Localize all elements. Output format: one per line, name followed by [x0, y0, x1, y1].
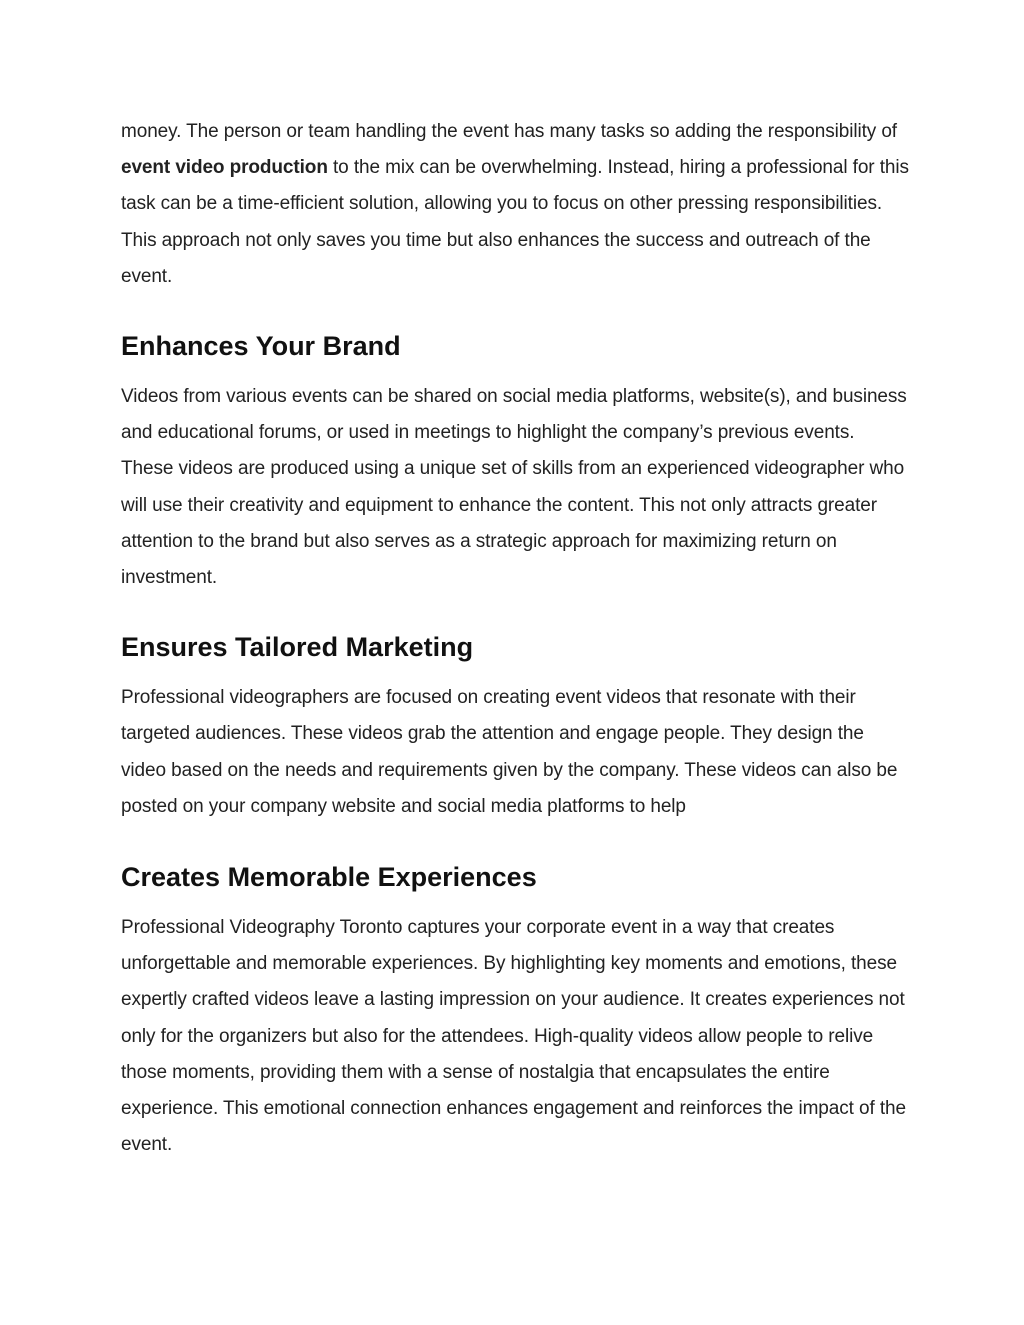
- section-body-memorable-experiences: Professional Videography Toronto captures your corporate event in a way that creates unforgettable and memorable experiences. By highlighting key moments and emotions, these expertly crafted videos leave a lasting impression on your audience. It creates experiences not only for the organizers but also for the attendees. High-quality videos allow people to relive those moments, providing them with a sense of nostalgia that encapsulates the entire experience. This emotional connection enhances engagement and reinforces the impact of the event.: [121, 917, 906, 1156]
- section-heading-tailored-marketing: Ensures Tailored Marketing: [121, 632, 474, 663]
- section-heading-enhances-brand: Enhances Your Brand: [121, 331, 401, 362]
- section-heading-memorable-experiences: Creates Memorable Experiences: [121, 862, 537, 893]
- intro-text-end: to the mix can be overwhelming. Instead, hiring a professional for this task can be a time-efficient solution, allowing you to focus on other pressing responsibilities. This approach not only saves you time but also enhances the success and outreach of the event.: [121, 157, 909, 287]
- intro-bold-phrase: event video production: [121, 157, 328, 179]
- intro-paragraph: [121, 114, 911, 295]
- intro-text-start: money. The person or team handling the event has many tasks so adding the responsibility of: [121, 121, 897, 142]
- section-body-tailored-marketing: Professional videographers are focused on creating event videos that resonate with their targeted audiences. These videos grab the attention and engage people. They design the video based on the needs and requirements given by the company. These videos can also be posted on your company website and social media platforms to help: [121, 687, 898, 817]
- section-body-enhances-brand: Videos from various events can be shared on social media platforms, website(s), and business and educational forums, or used in meetings to highlight the company’s previous events. These videos are produced using a unique set of skills from an experienced videographer who will use their creativity and equipment to enhance the content. This not only attracts greater attention to the brand but also serves as a strategic approach for maximizing return on investment.: [121, 386, 907, 589]
- document-page: [121, 114, 911, 1163]
